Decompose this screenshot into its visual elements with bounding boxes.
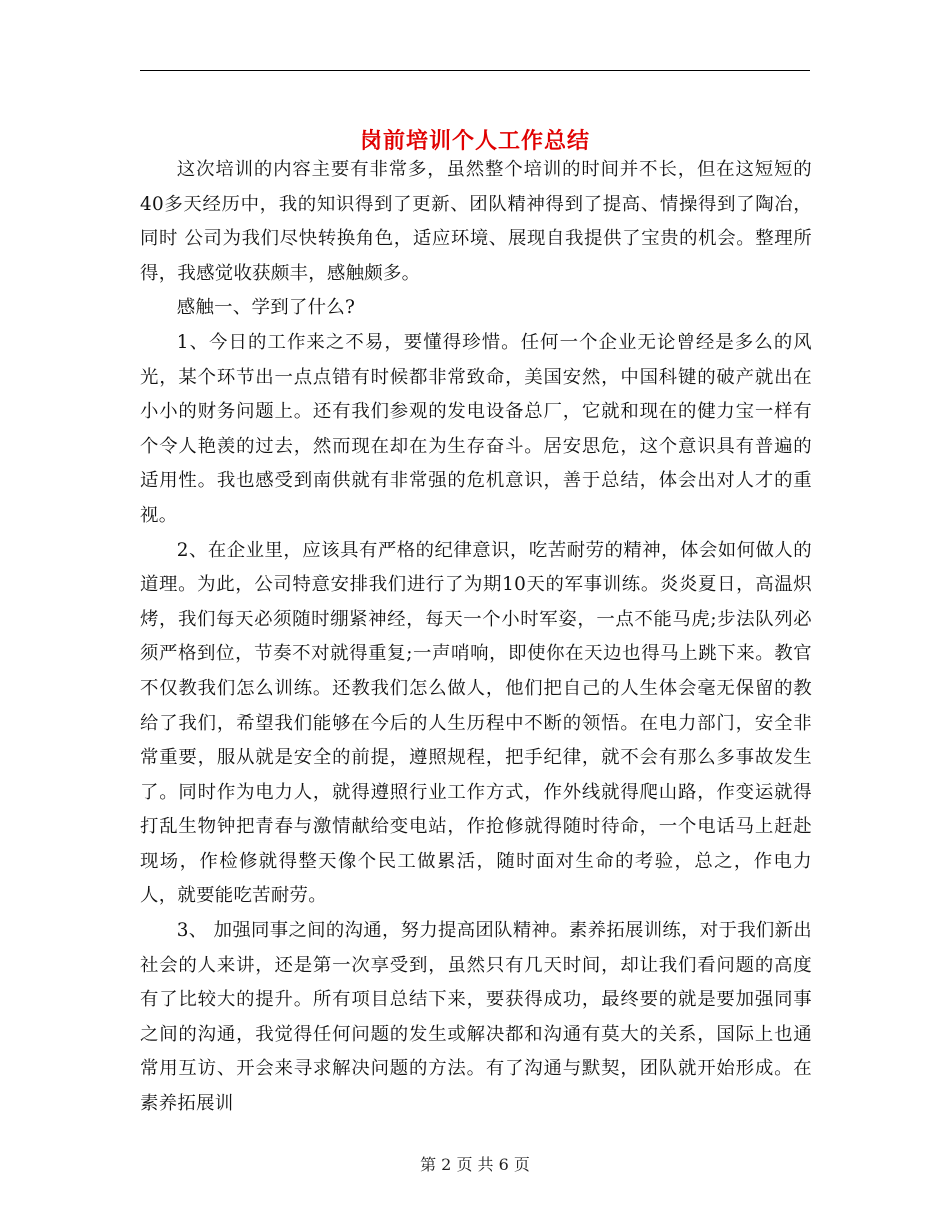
document-title: 岗前培训个人工作总结 — [359, 127, 590, 154]
document-body — [140, 153, 812, 1122]
paragraph-point-3: 3、 加强同事之间的沟通，努力提高团队精神。素养拓展训练，对于我们新出社会的人来讲，还是第一次享受到，虽然只有几天时间，却让我们看问题的高度有了比较大的提升。所有项目总结下来，要获得成功，最终要的就是要加强同事之间的沟通，我觉得任何问题的发生或解决都和沟通有莫大的关系，国际上也通常用互访、开会来寻求解决问题的方法。有了沟通与默契，团队就开始形成。在素养拓展训 — [140, 920, 812, 1115]
header-rule — [140, 70, 810, 71]
paragraph-point-1: 1、今日的工作来之不易，要懂得珍惜。任何一个企业无论曾经是多么的风光，某个环节出一点点错有时候都非常致命，美国安然，中国科键的破产就出在小小的财务问题上。还有我们参观的发电设备总厂，它就和现在的健力宝一样有个令人艳羡的过去，然而现在却在为生存奋斗。居安思危，这个意识具有普遍的适用性。我也感受到南供就有非常强的危机意识，善于总结，体会出对人才的重视。 — [140, 331, 812, 526]
page-number: 第 2 页 共 6 页 — [420, 1155, 530, 1174]
section-heading: 感触一、学到了什么? — [176, 297, 356, 319]
paragraph-intro: 这次培训的内容主要有非常多，虽然整个培训的时间并不长，但在这短短的40多天经历中，我的知识得到了更新、团队精神得到了提高、情操得到了陶冶，同时 公司为我们尽快转换角色，适应环境、展现自我提供了宝贵的机会。整理所得，我感觉收获颇丰，感触颇多。 — [140, 159, 812, 284]
paragraph-point-2: 2、在企业里，应该具有严格的纪律意识，吃苦耐劳的精神，体会如何做人的道理。为此，公司特意安排我们进行了为期10天的军事训练。炎炎夏日，高温炽烤，我们每天必须随时绷紧神经，每天一个小时军姿，一点不能马虎;步法队列必须严格到位，节奏不对就得重复;一声哨响，即使你在天边也得马上跳下来。教官不仅教我们怎么训练。还教我们怎么做人，他们把自己的人生体会毫无保留的教给了我们，希望我们能够在今后的人生历程中不断的领悟。在电力部门，安全非常重要，服从就是安全的前提，遵照规程，把手纪律，就不会有那么多事故发生了。同时作为电力人，就得遵照行业工作方式，作外线就得爬山路，作变运就得打乱生物钟把青春与激情献给变电站，作抢修就得随时待命，一个电话马上赶赴现场，作检修就得整天像个民工做累活，随时面对生命的考验，总之，作电力人，就要能吃苦耐劳。 — [140, 539, 812, 907]
